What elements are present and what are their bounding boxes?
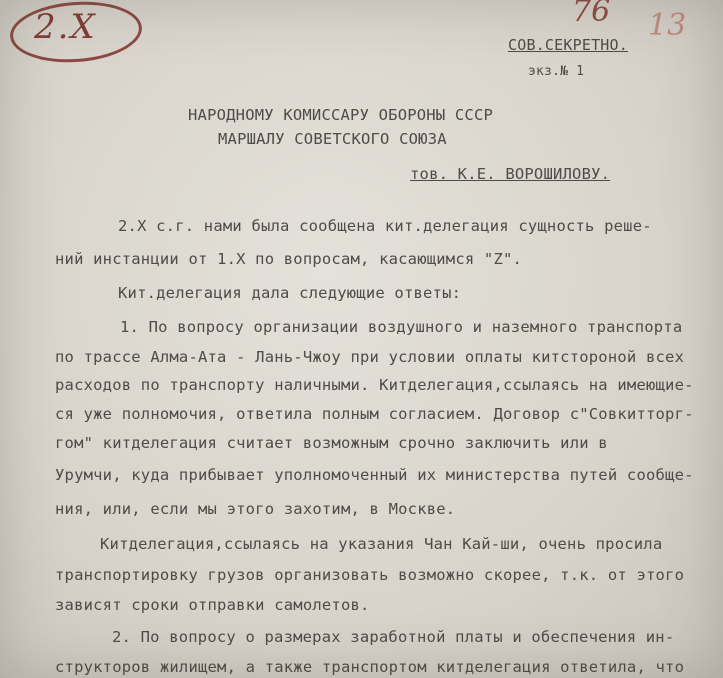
body-line: по трассе Алма-Ата - Лань-Чжоу при условии оплаты китстороной всех bbox=[55, 348, 685, 366]
body-line: 2. По вопросу о размерах заработной платы и обеспечения ин- bbox=[112, 628, 675, 646]
stamp-text: 2.X bbox=[34, 7, 97, 47]
body-line: ния, или, если мы этого захотим, в Москве. bbox=[55, 500, 456, 518]
addressee-line: НАРОДНОМУ КОМИССАРУ ОБОРОНЫ СССР bbox=[188, 106, 494, 124]
body-line: ся уже полномочия, ответила полным согласием. Договор с"Совкитторг- bbox=[55, 405, 694, 423]
body-line: Кит.делегация дала следующие ответы: bbox=[118, 284, 462, 302]
body-line: гом" китделегация считает возможным срочно заключить или в bbox=[55, 434, 608, 452]
body-line: ний инстанции от 1.X по вопросам, касающимся "Z". bbox=[55, 250, 523, 268]
body-line: расходов по транспорту наличными. Китделегация,ссылаясь на имеющие- bbox=[55, 376, 694, 394]
addressee-line: МАРШАЛУ СОВЕТСКОГО СОЮЗА bbox=[218, 130, 447, 148]
copy-number: экз.№ 1 bbox=[528, 64, 585, 79]
body-line: структоров жилищем, а также транспортом китделегация ответила, что bbox=[55, 658, 685, 676]
body-line: 1. По вопросу организации воздушного и наземного транспорта bbox=[120, 318, 683, 336]
page-mark: 76 bbox=[572, 0, 611, 29]
body-line: 2.X с.г. нами была сообщена кит.делегация сущность реше- bbox=[118, 217, 652, 235]
body-line: транспортировку грузов организовать возможно скорее, т.к. от этого bbox=[55, 566, 685, 584]
page-number: 13 bbox=[648, 8, 687, 43]
body-line: Китделегация,ссылаясь на указания Чан Кай-ши, очень просила bbox=[100, 535, 663, 553]
body-line: зависят сроки отправки самолетов. bbox=[55, 596, 370, 614]
body-line: Урумчи, куда прибывает уполномоченный их министерства путей сообще- bbox=[55, 466, 694, 484]
addressee-line: тов. К.Е. ВОРОШИЛОВУ. bbox=[410, 165, 611, 183]
classification: СОВ.СЕКРЕТНО. bbox=[508, 36, 628, 54]
